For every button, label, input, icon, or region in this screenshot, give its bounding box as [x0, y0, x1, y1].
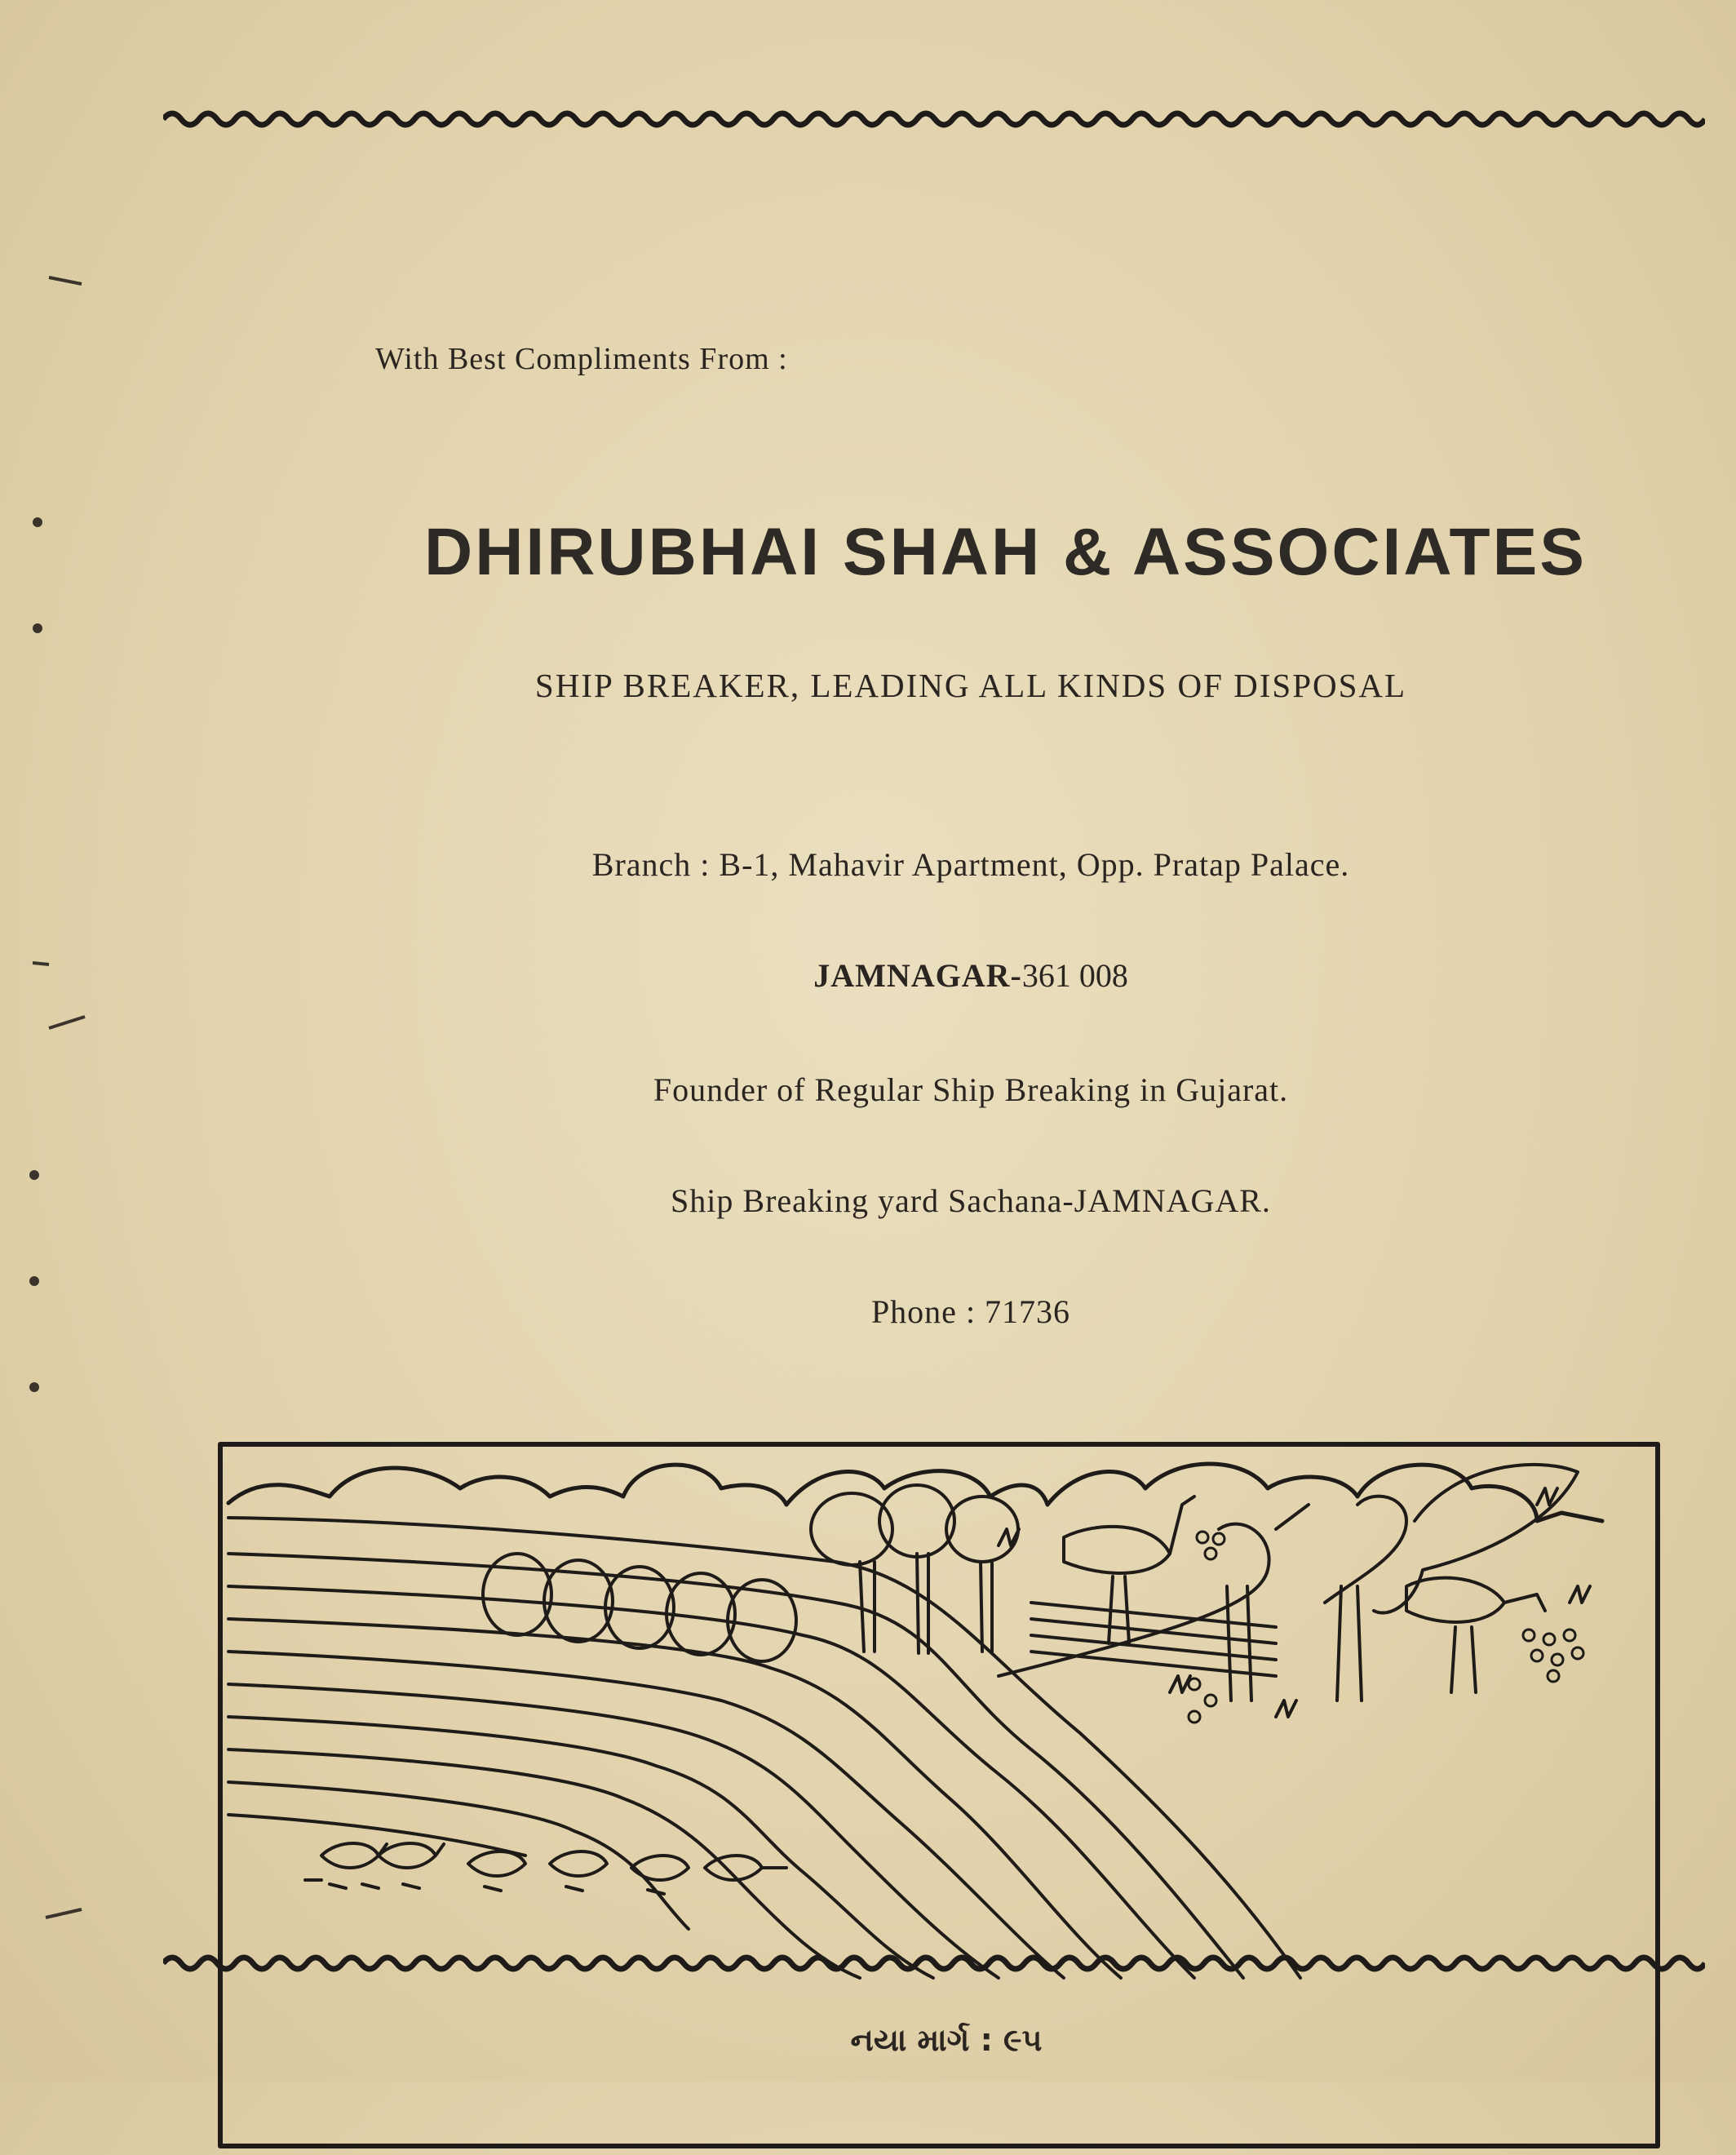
yard-location: Ship Breaking yard Sachana-JAMNAGAR. — [671, 1182, 1271, 1219]
city-pincode — [457, 956, 1485, 995]
founder-line: Founder of Regular Ship Breaking in Gujarat. — [653, 1071, 1289, 1108]
company-tagline: SHIP BREAKER, LEADING ALL KINDS OF DISPOSAL — [534, 667, 1407, 704]
phone-number: Phone : 71736 — [870, 1293, 1071, 1330]
compliments-line: With Best Compliments From : — [375, 342, 788, 376]
city-name: JAMNAGAR- — [813, 957, 1022, 994]
top-wavy-divider — [163, 104, 1705, 134]
binding-marks — [0, 0, 98, 2082]
bottom-wavy-divider — [163, 1949, 1705, 1978]
page-footer-label: નયા માર્ગ : ૯૫ — [850, 2022, 1043, 2058]
pincode: 361 008 — [1021, 957, 1128, 994]
company-name: DHIRUBHAI SHAH & ASSOCIATES — [424, 515, 1587, 589]
branch-address: Branch : B-1, Mahavir Apartment, Opp. Pratap Palace. — [591, 846, 1350, 883]
